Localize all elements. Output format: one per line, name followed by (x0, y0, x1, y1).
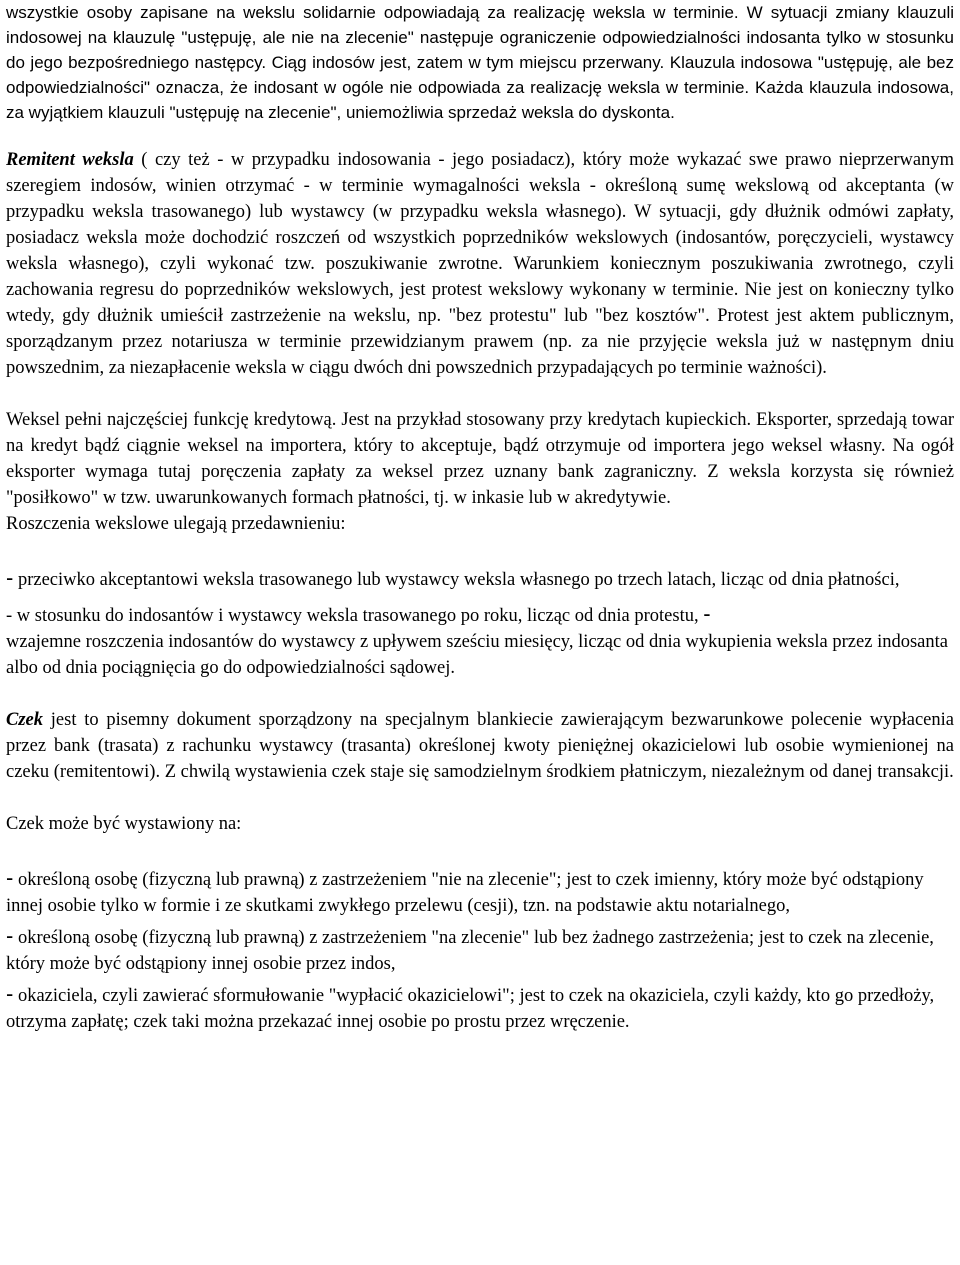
heading-text: Roszczenia wekslowe ulegają przedawnieniu: (6, 514, 346, 534)
list-item-text: okaziciela, czyli zawierać sformułowanie "wypłacić okazicielowi"; jest to czek na okaziciela, czyli każdy, kto go przedłoży, otrzyma zapłatę; czek taki można przekazać innej osobie po prostu przez wręczenie. (6, 986, 935, 1032)
paragraph-gap (6, 681, 954, 707)
term-cheque: Czek (6, 710, 43, 730)
list-item-text: przeciwko akceptantowi weksla trasowanego lub wystawcy weksla własnego po trzech latach, licząc od dnia płatności, (13, 570, 900, 590)
limitation-item-acceptor (6, 565, 954, 593)
paragraph-gap (6, 537, 954, 565)
paragraph-text: ( czy też - w przypadku indosowania - jego posiadacz), który może wykazać swe prawo nieprzerwanym szeregiem indosów, winien otrzymać - w terminie wymagalności weksla - określoną sumę wekslową od akceptanta (w przypadku weksla trasowanego) lub wystawcy (w przypadku weksla własnego). W sytuacji, gdy dłużnik odmówi zapłaty, posiadacz weksla może dochodzić roszczeń od wszystkich poprzedników wekslowych (indosantów, poręczycieli, wystawcy weksla własnego), czyli wykonać tzw. poszukiwanie zwrotne. Warunkiem koniecznym poszukiwania zwrotnego, czyli zachowania regresu do poprzedników wekslowych, jest protest wekslowy wykonany w terminie. Nie jest on konieczny tylko wtedy, gdy dłużnik umieścił zastrzeżenie na wekslu, np. "bez protestu" lub "bez kosztów". Protest jest aktem publicznym, sporządzanym przez notariusza w terminie przewidzianym prawem (np. za nie przyjęcie weksla już w następnym dniu powszednim, za niezapłacenie weksla w ciągu dwóch dni powszednich przypadających po terminie ważności). (6, 150, 955, 378)
paragraph-gap (6, 837, 954, 865)
document-page (6, 0, 954, 1035)
paragraph-cheque-definition (6, 707, 954, 785)
paragraph-text: Weksel pełni najczęściej funkcję kredytową. Jest na przykład stosowany przy kredytach kupieckich. Eksporter, sprzedają towar na kredyt bądź ciągnie weksel na importera, który to akceptuje, bądź otrzymuje od importera jego weksel własny. Na ogół eksporter wymaga tutaj poręczenia zapłaty za weksel przez uznany bank zagraniczny. Z weksla korzysta się również "posiłkowo" w tzw. uwarunkowanych formach płatności, tj. w inkasie lub w akredytywie. (6, 410, 954, 508)
paragraph-text: jest to pisemny dokument sporządzony na specjalnym blankiecie zawierającym bezwarunkowe polecenie wypłacenia przez bank (trasata) z rachunku wystawcy (trasanta) określonej kwoty pieniężnej okazicielowi lub osobie wymienionej na czeku (remitentowi). Z chwilą wystawienia czek staje się samodzielnym środkiem płatniczym, niezależnym od danej transakcji. (6, 710, 954, 782)
dash-bullet: - (6, 565, 14, 590)
paragraph-gap (6, 785, 954, 811)
dash-bullet: - (6, 865, 14, 890)
dash-bullet: - (6, 923, 14, 948)
dash-bullet: - (6, 981, 14, 1006)
paragraph-gap (6, 125, 954, 147)
list-item-text: - w stosunku do indosantów i wystawcy weksla trasowanego po roku, licząc od dnia protestu, (6, 606, 699, 626)
cheque-type-bearer (6, 981, 954, 1035)
list-item-text: wzajemne roszczenia indosantów do wystawcy z upływem sześciu miesięcy, licząc od dnia wykupienia weksla przez indosanta albo od dnia pociągnięcia go do odpowiedzialności sądowej. (6, 632, 948, 678)
heading-cheque-types (6, 811, 954, 837)
heading-text: Czek może być wystawiony na: (6, 814, 242, 834)
paragraph-indorsement-clauses (6, 0, 954, 125)
heading-limitation (6, 511, 954, 537)
paragraph-text: wszystkie osoby zapisane na wekslu solidarnie odpowiadają za realizację weksla w terminie. W sytuacji zmiany klauzuli indosowej na klauzulę "ustępuję, ale nie na zlecenie" następuje ograniczenie odpowiedzialności indosanta tylko w stosunku do jego bezpośredniego następcy. Ciąg indosów jest, zatem w tym miejscu przerwany. Klauzula indosowa "ustępuję, ale bez odpowiedzialności" oznacza, że indosant w ogóle nie odpowiada za realizację weksla w terminie. Każda klauzula indosowa, za wyjątkiem klauzuli "ustępuję na zlecenie", uniemożliwia sprzedaż weksla do dyskonta. (6, 3, 954, 122)
cheque-type-order (6, 923, 954, 977)
term-remitent: Remitent weksla (6, 150, 134, 170)
list-item-text: określoną osobę (fizyczną lub prawną) z zastrzeżeniem "na zlecenie" lub bez żadnego zastrzeżenia; jest to czek na zlecenie, który może być odstąpiony innej osobie przez indos, (6, 928, 934, 974)
list-item-text: określoną osobę (fizyczną lub prawną) z zastrzeżeniem "nie na zlecenie"; jest to czek imienny, który może być odstąpiony innej osobie tylko w formie i ze skutkami zwykłego przelewu (cesji), tzn. na podstawie aktu notarialnego, (6, 870, 924, 916)
limitation-item-indorsers (6, 601, 954, 681)
paragraph-credit-function (6, 407, 954, 511)
dash-bullet: - (703, 601, 711, 626)
paragraph-gap (6, 381, 954, 407)
paragraph-remitent (6, 147, 954, 381)
cheque-type-named (6, 865, 954, 919)
